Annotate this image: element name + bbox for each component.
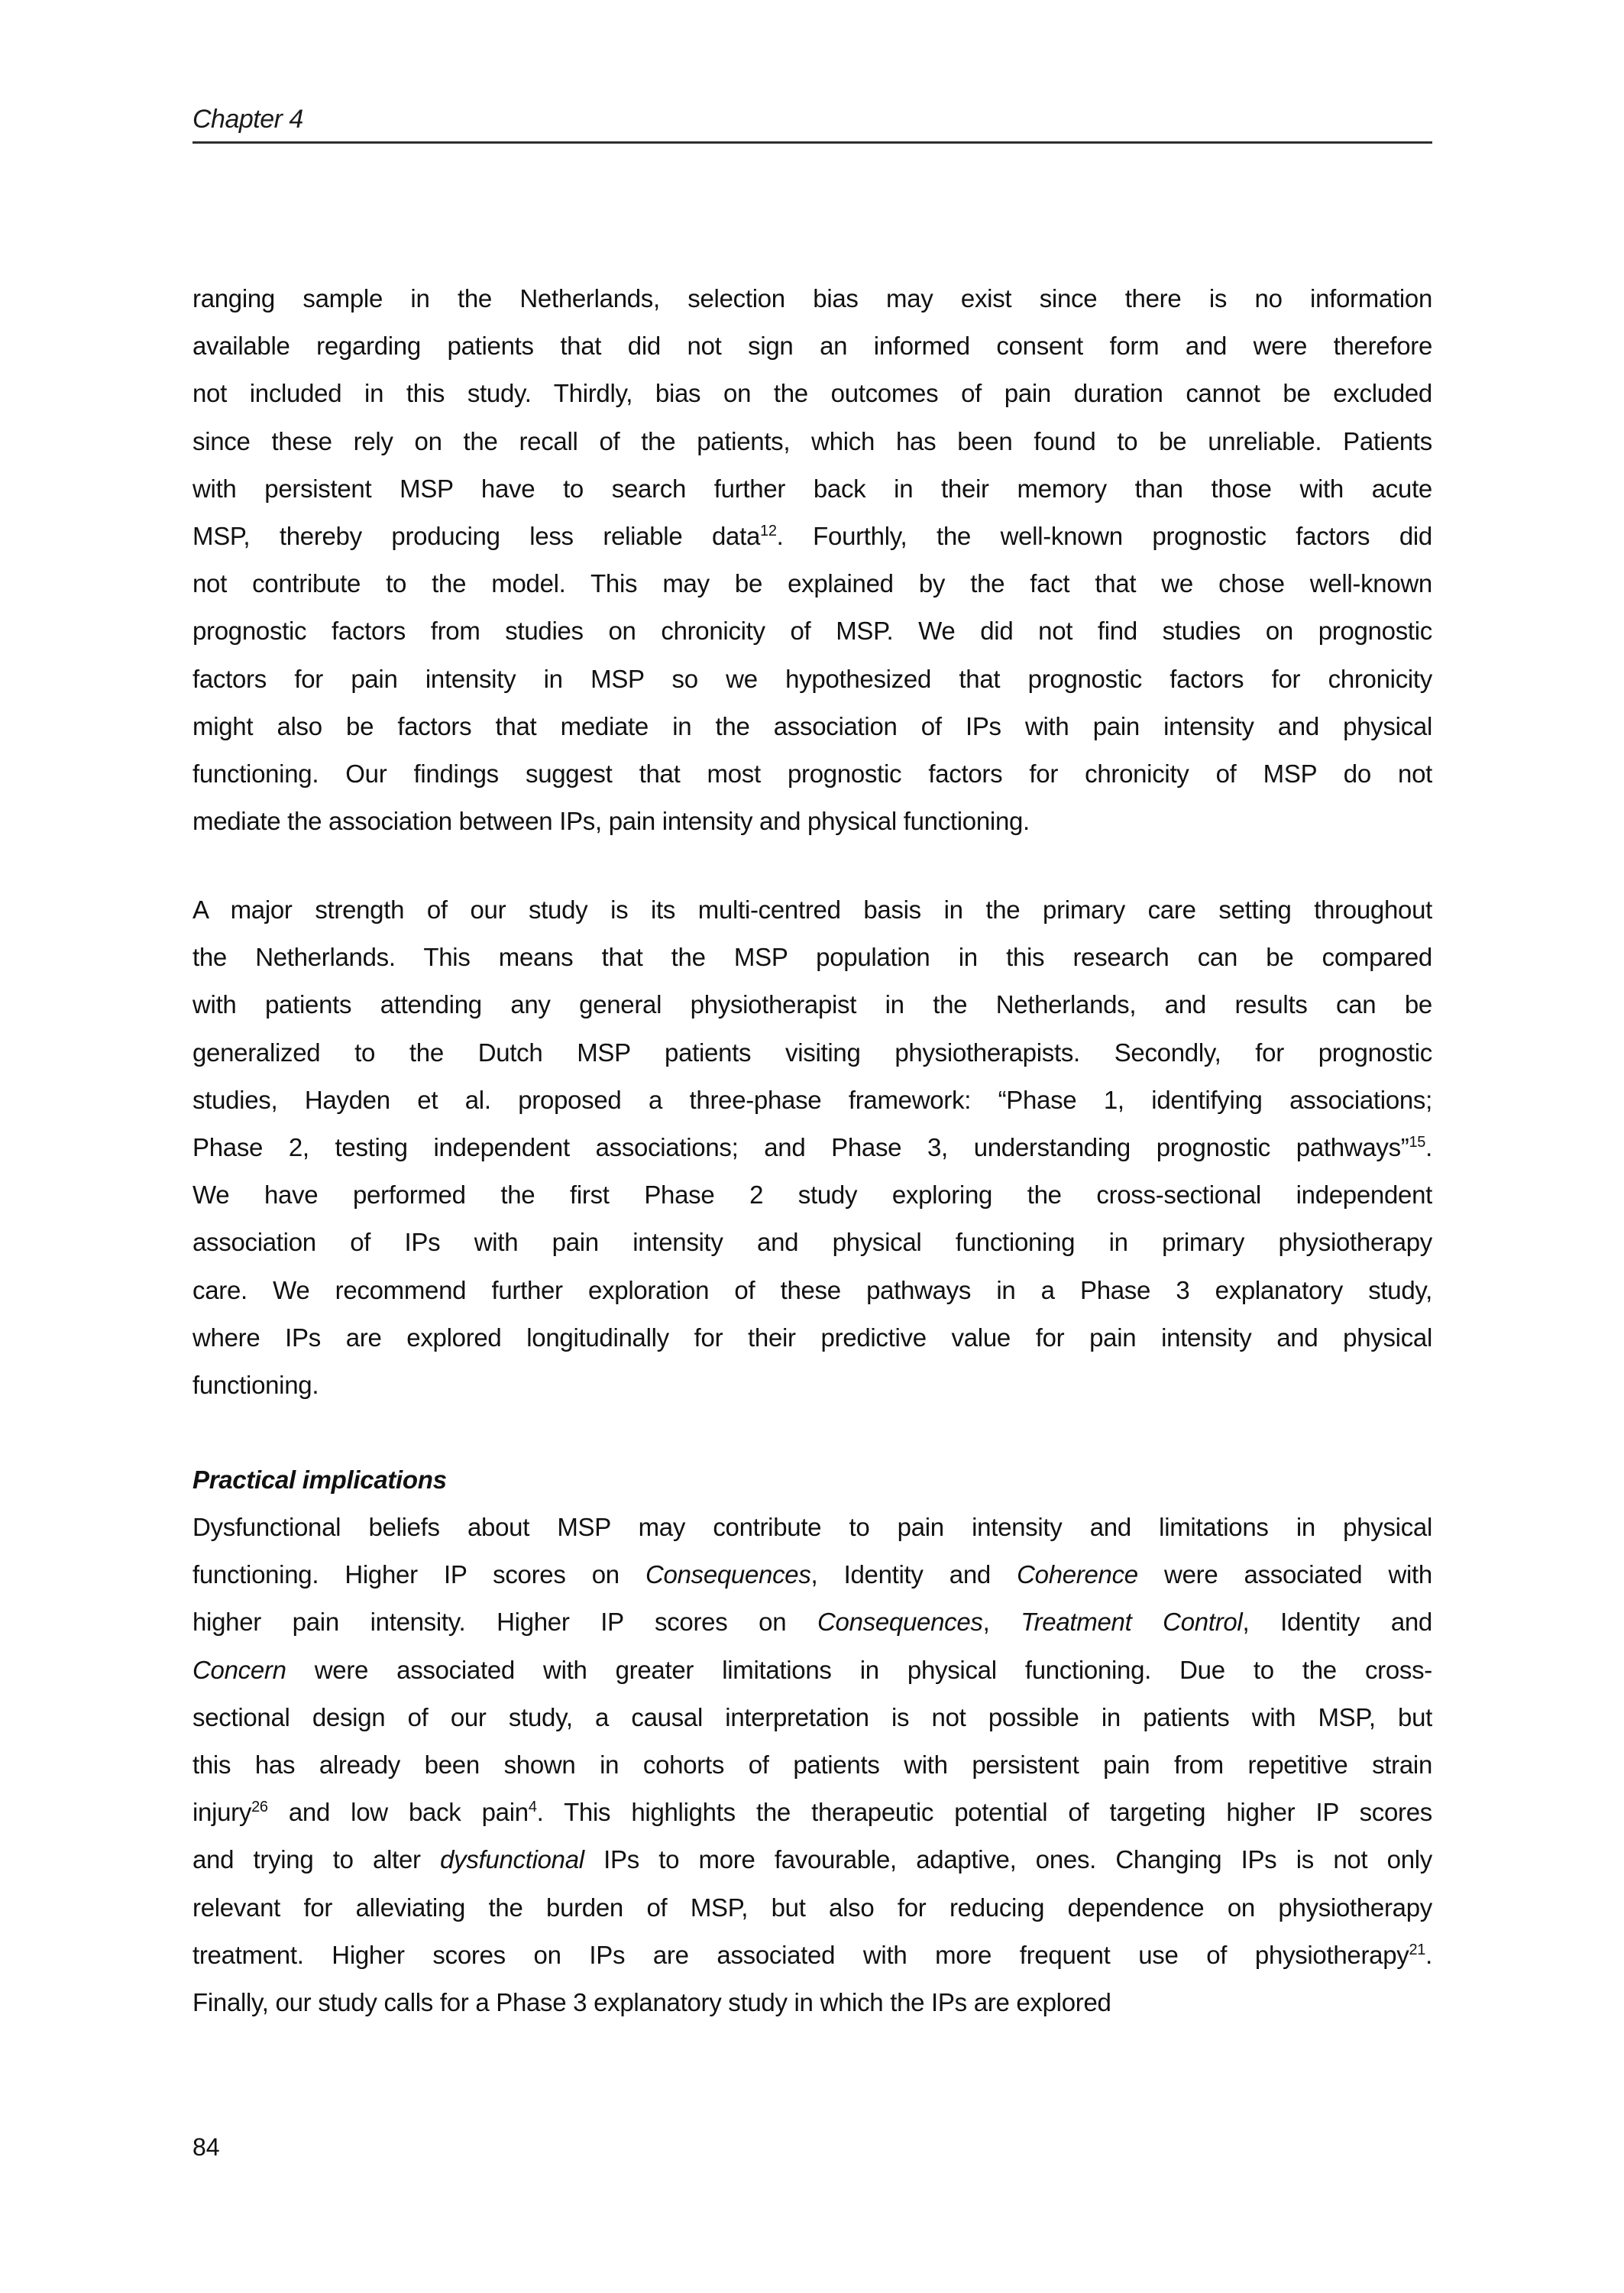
header-divider: [192, 141, 1432, 144]
text-line: functioning. Higher IP scores on Consequences, Identity and Coherence were associated with: [192, 1560, 1432, 1589]
text-line: We have performed the first Phase 2 study exploring the cross-sectional independent: [192, 1181, 1432, 1210]
text-line: the Netherlands. This means that the MSP population in this research can be compared: [192, 943, 1432, 972]
citation-reference: 4: [528, 1799, 537, 1816]
text-line: prognostic factors from studies on chronicity of MSP. We did not find studies on prognostic: [192, 617, 1432, 646]
text-line: higher pain intensity. Higher IP scores on Consequences, Treatment Control, Identity and: [192, 1608, 1432, 1637]
text-line: since these rely on the recall of the patients, which has been found to be unreliable. Patients: [192, 426, 1432, 455]
text-line: MSP, thereby producing less reliable data$^{12}$. Fourthly, the well-known prognostic factors did: [192, 522, 1432, 550]
text-line: Concern were associated with greater limitations in physical functioning. Due to the cross-: [192, 1655, 1432, 1684]
text-line: this has already been shown in cohorts of patients with persistent pain from repetitive strain: [192, 1751, 1432, 1779]
running-head: Chapter 4: [192, 105, 303, 134]
text-line: factors for pain intensity in MSP so we hypothesized that prognostic factors for chronicity: [192, 664, 1432, 693]
text-line: generalized to the Dutch MSP patients visiting physiotherapists. Secondly, for prognostic: [192, 1038, 1432, 1067]
text-line: functioning.: [192, 1371, 319, 1399]
citation-reference: 26: [251, 1799, 268, 1816]
text-line: functioning. Our findings suggest that most prognostic factors for chronicity of MSP do not: [192, 759, 1432, 788]
text-line: Finally, our study calls for a Phase 3 explanatory study in which the IPs are explored: [192, 1988, 1111, 2016]
text-line: ranging sample in the Netherlands, selection bias may exist since there is no information: [192, 284, 1432, 313]
text-line: studies, Hayden et al. proposed a three-phase framework: “Phase 1, identifying associations;: [192, 1085, 1432, 1114]
emphasis-term: dysfunctional: [440, 1845, 584, 1874]
emphasis-term: Treatment Control: [1021, 1608, 1243, 1637]
emphasis-term: Concern: [192, 1655, 286, 1684]
text-line: mediate the association between IPs, pain intensity and physical functioning.: [192, 807, 1030, 836]
citation-reference: 21: [1409, 1941, 1426, 1958]
text-line: Phase 2, testing independent associations; and Phase 3, understanding prognostic pathways”$^{15}$.: [192, 1133, 1432, 1161]
text-line: A major strength of our study is its multi-centred basis in the primary care setting throughout: [192, 896, 1432, 924]
page-number: 84: [192, 2133, 220, 2161]
text-line: available regarding patients that did not sign an informed consent form and were therefore: [192, 332, 1432, 361]
text-line: might also be factors that mediate in the association of IPs with pain intensity and physical: [192, 711, 1432, 740]
text-line: with patients attending any general physiotherapist in the Netherlands, and results can be: [192, 990, 1432, 1019]
text-line: not contribute to the model. This may be explained by the fact that we chose well-known: [192, 569, 1432, 598]
text-line: treatment. Higher scores on IPs are associated with more frequent use of physiotherapy$^{21}$.: [192, 1940, 1432, 1969]
text-line: with persistent MSP have to search further back in their memory than those with acute: [192, 474, 1432, 503]
section-heading: Practical implications: [192, 1466, 447, 1494]
emphasis-term: Coherence: [1017, 1560, 1138, 1589]
text-line: where IPs are explored longitudinally for their predictive value for pain intensity and physical: [192, 1323, 1432, 1352]
emphasis-term: Consequences: [817, 1608, 983, 1637]
emphasis-term: Consequences: [645, 1560, 811, 1589]
text-line: care. We recommend further exploration of these pathways in a Phase 3 explanatory study,: [192, 1275, 1432, 1304]
text-line: sectional design of our study, a causal interpretation is not possible in patients with MSP, but: [192, 1702, 1432, 1731]
text-line: not included in this study. Thirdly, bias on the outcomes of pain duration cannot be excluded: [192, 379, 1432, 408]
text-line: association of IPs with pain intensity and physical functioning in primary physiotherapy: [192, 1228, 1432, 1257]
text-line: Dysfunctional beliefs about MSP may contribute to pain intensity and limitations in physical: [192, 1513, 1432, 1541]
citation-reference: 12: [760, 523, 777, 539]
text-line: injury$^{26}$ and low back pain$^4$. This highlights the therapeutic potential of targeting higher IP scores: [192, 1798, 1432, 1827]
citation-reference: 15: [1409, 1134, 1426, 1151]
text-line: relevant for alleviating the burden of MSP, but also for reducing dependence on physiotherapy: [192, 1893, 1432, 1922]
text-line: and trying to alter dysfunctional IPs to more favourable, adaptive, ones. Changing IPs is not only: [192, 1845, 1432, 1874]
